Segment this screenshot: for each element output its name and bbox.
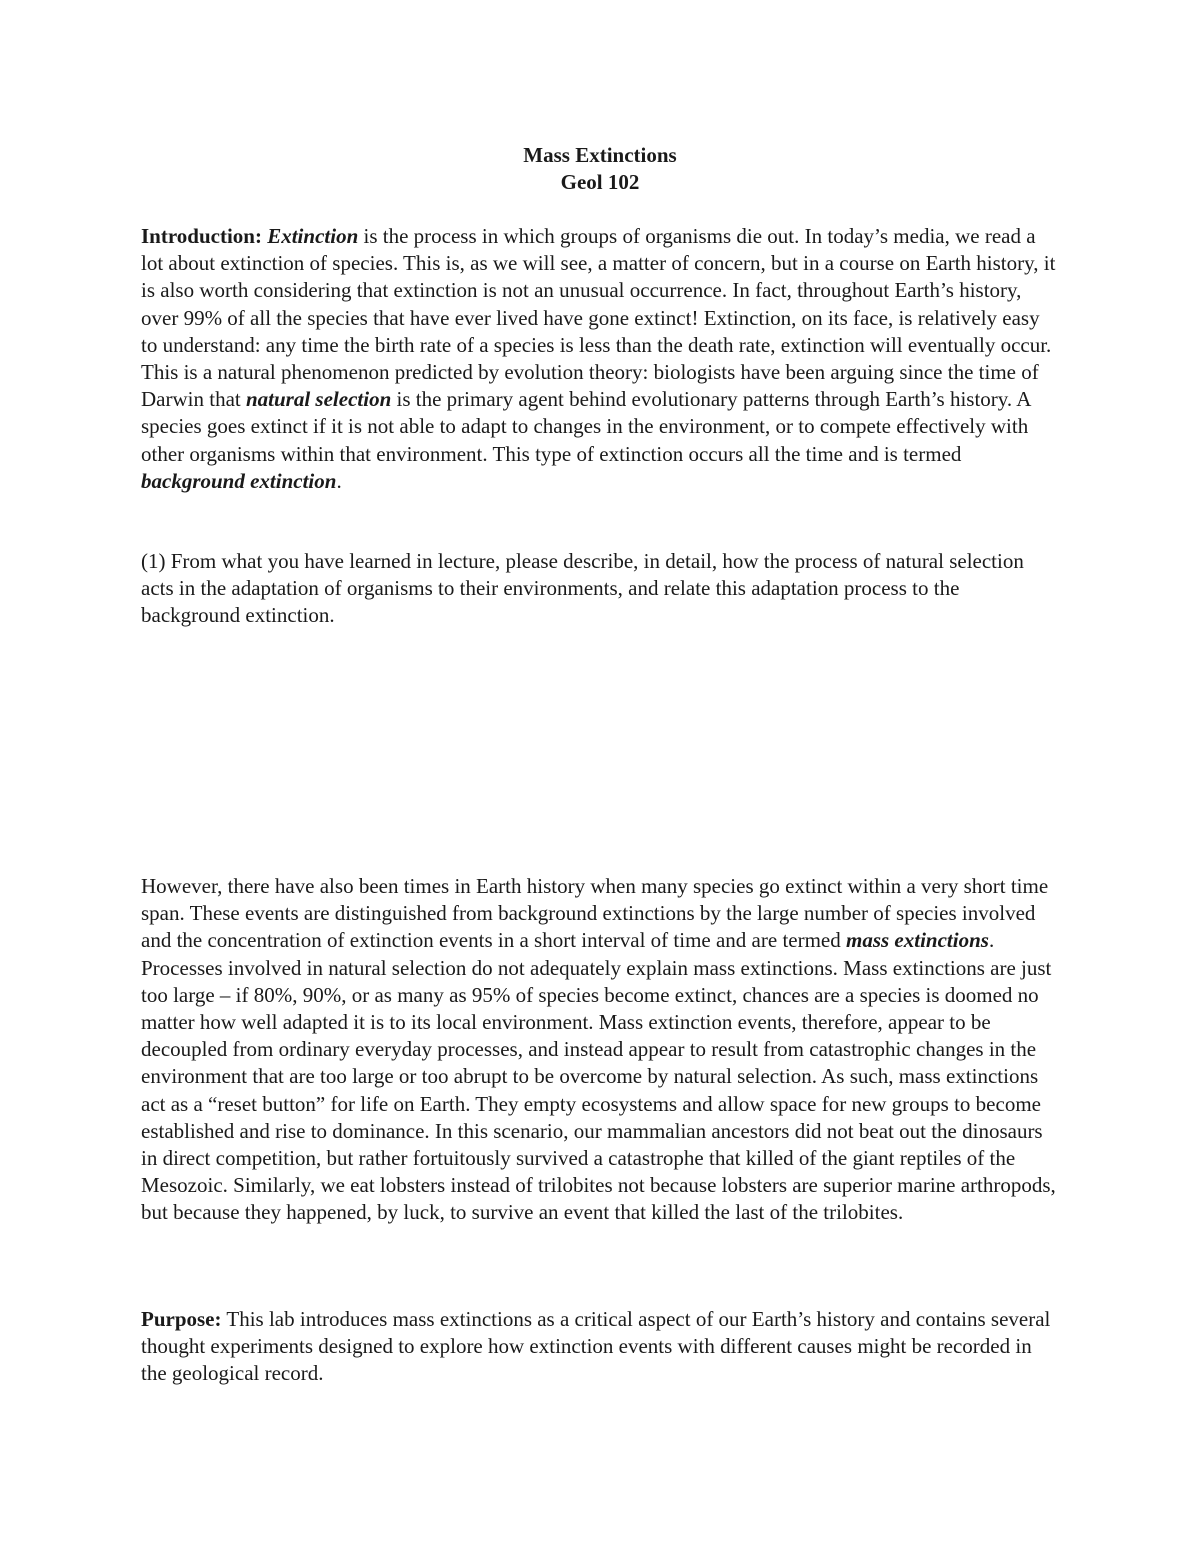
mass-text-1: However, there have also been times in Earth history when many species go extinct within a very short time span. These events are distinguished from background extinctions by the large number of species involved and the concentration of extinction events in a short interval of time and are termed — [141, 874, 1049, 953]
question-1: (1) From what you have learned in lecture, please describe, in detail, how the process of natural selection acts in the adaptation of organisms to their environments, and relate this adaptation process to the background extinction. — [141, 549, 1024, 628]
introduction-text-1: is the process in which groups of organisms die out. In today’s media, we read a lot about extinction of species. This is, as we will see, a matter of concern, but in a course on Earth history, it is also worth considering that extinction is not an unusual occurrence. In fact, throughout Earth’s history, over 99% of all the species that have ever lived have gone extinct! Extinction, on its face, is relatively easy to understand: any time the birth rate of a species is less than the death rate, extinction will eventually occur. This is a natural phenomenon predicted by evolution theory: biologists have been arguing since the time of Darwin that — [141, 224, 1056, 412]
course-code: Geol 102 — [560, 170, 640, 194]
term-natural-selection: natural selection — [245, 387, 392, 412]
introduction-text-2: is the primary agent behind evolutionary patterns through Earth’s history. A species goes extinct if it is not able to adapt to changes in the environment, or to compete effectively with other organisms within that environment. This type of extinction occurs all the time and is termed — [141, 387, 1031, 466]
purpose-label: Purpose: — [141, 1307, 222, 1331]
document-title: Mass Extinctions — [523, 143, 677, 167]
mass-extinctions-paragraph — [141, 873, 1061, 1227]
introduction-text-3: . — [336, 468, 342, 493]
term-mass-extinctions: mass extinctions — [846, 928, 989, 953]
mass-text-2: . Processes involved in natural selection do not adequately explain mass extinctions. Mass extinctions are just too large – if 80%, 90%, or as many as 95% of species become extinct, chances are a species is doomed no matter how well adapted it is to its local environment. Mass extinction events, therefore, appear to be decoupled from ordinary everyday processes, and instead appear to result from catastrophic changes in the environment that are too large or too abrupt to be overcome by natural selection. As such, mass extinctions act as a “reset button” for life on Earth. They empty ecosystems and allow space for new groups to become established and rise to dominance. In this scenario, our mammalian ancestors did not beat out the dinosaurs in direct competition, but rather fortuitously survived a catastrophe that killed of the giant reptiles of the Mesozoic. Similarly, we eat lobsters instead of trilobites not because lobsters are superior marine arthropods, but because they happened, by luck, to survive an event that killed the last of the trilobites. — [141, 928, 1056, 1225]
title-block — [0, 142, 1200, 196]
introduction-label: Introduction: — [141, 224, 262, 248]
introduction-paragraph — [141, 223, 1061, 495]
term-extinction: Extinction — [267, 224, 359, 248]
purpose-text: This lab introduces mass extinctions as a critical aspect of our Earth’s history and contains several thought experiments designed to explore how extinction events with different causes might be recorded in the geological record. — [141, 1307, 1051, 1386]
term-background-extinction: background extinction — [141, 468, 337, 493]
purpose-paragraph — [141, 1306, 1061, 1388]
